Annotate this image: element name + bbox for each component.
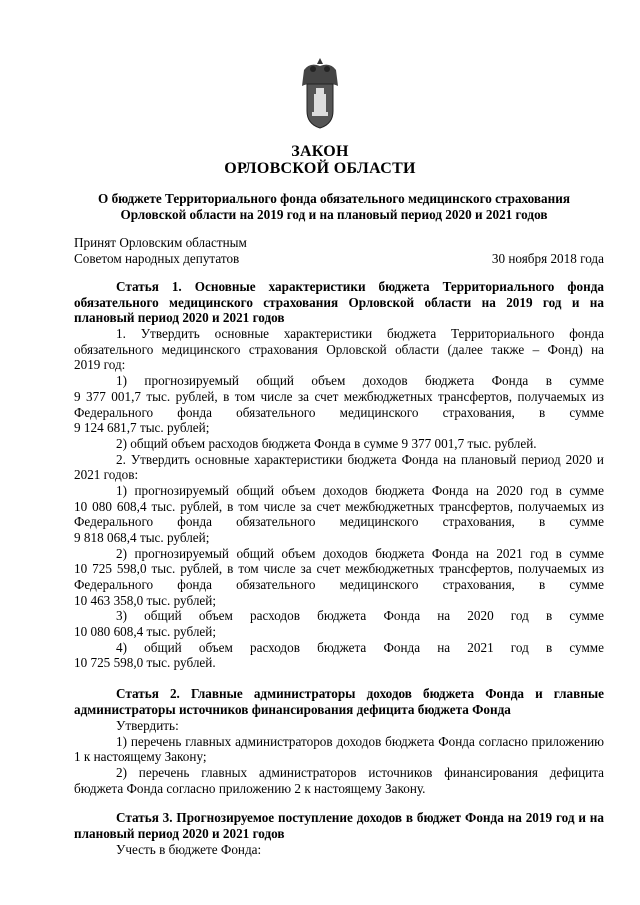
adoption-line-1: Принят Орловским областным — [74, 235, 247, 250]
paragraph-line: Федерального фонда обязательного медицинского страхования, в сумме — [74, 577, 604, 592]
region-title: ОРЛОВСКОЙ ОБЛАСТИ — [224, 160, 416, 177]
paragraph-line: обязательного медицинского страхования Орловской области (далее также – Фонд) на — [74, 342, 604, 357]
article-1-heading: Статья 1. Основные характеристики бюджета Территориального фонда — [116, 279, 604, 294]
article-3-heading: Статья 3. Прогнозируемое поступление доходов в бюджет Фонда на 2019 год и на — [116, 810, 604, 825]
article-1-heading: плановый период 2020 и 2021 годов — [74, 310, 285, 325]
paragraph-line: бюджета Фонда согласно приложению 2 к настоящему Закону. — [74, 781, 426, 796]
paragraph-line: 3) общий объем расходов бюджета Фонда на 2020 год в сумме — [116, 608, 604, 623]
law-subtitle: О бюджете Территориального фонда обязательного медицинского страхования Орловской области на 2019 год и на плановый период 2020 и 2021 годов — [98, 191, 570, 222]
paragraph-line: 2. Утвердить основные характеристики бюджета Фонда на плановый период 2020 и — [116, 452, 604, 467]
paragraph-line: 1) перечень главных администраторов доходов бюджета Фонда согласно приложению — [116, 734, 604, 749]
article-3-heading: плановый период 2020 и 2021 годов — [74, 826, 285, 841]
paragraph-line: 1) прогнозируемый общий объем доходов бюджета Фонда в сумме — [116, 373, 604, 388]
paragraph-line: 4) общий объем расходов бюджета Фонда на 2021 год в сумме — [116, 640, 604, 655]
paragraph-line: 9 377 001,7 тыс. рублей, в том числе за счет межбюджетных трансфертов, получаемых из — [74, 389, 604, 404]
paragraph-line: Федерального фонда обязательного медицинского страхования, в сумме — [74, 405, 604, 420]
law-title: ЗАКОН — [291, 143, 349, 160]
adoption-date: 30 ноября 2018 года — [491, 251, 604, 266]
coat-of-arms-emblem-icon — [300, 56, 340, 132]
paragraph-line: Федерального фонда обязательного медицинского страхования, в сумме — [74, 514, 604, 529]
paragraph-line: 10 725 598,0 тыс. рублей, в том числе за счет межбюджетных трансфертов, получаемых из — [74, 561, 604, 576]
paragraph-line: 9 124 681,7 тыс. рублей; — [74, 420, 210, 435]
article-2-heading: Статья 2. Главные администраторы доходов бюджета Фонда и главные — [116, 686, 604, 701]
paragraph-line: 2) общий объем расходов бюджета Фонда в сумме 9 377 001,7 тыс. рублей. — [116, 436, 537, 451]
paragraph-line: Учесть в бюджете Фонда: — [116, 842, 262, 857]
paragraph-line: 2) перечень главных администраторов источников финансирования дефицита — [116, 765, 604, 780]
paragraph-line: 2021 годов: — [74, 467, 139, 482]
paragraph-line: 1. Утвердить основные характеристики бюджета Территориального фонда — [116, 326, 604, 341]
paragraph-line: 10 080 608,4 тыс. рублей; — [74, 624, 216, 639]
paragraph-line: 2) прогнозируемый общий объем доходов бюджета Фонда на 2021 год в сумме — [116, 546, 604, 561]
paragraph-line: 10 725 598,0 тыс. рублей. — [74, 655, 216, 670]
adoption-line-2: Советом народных депутатов — [74, 251, 240, 266]
article-1-heading: обязательного медицинского страхования Орловской области на 2019 год и на — [74, 295, 604, 310]
article-2-heading: администраторы источников финансирования дефицита бюджета Фонда — [74, 702, 511, 717]
paragraph-line: 1 к настоящему Закону; — [74, 749, 207, 764]
paragraph-line: 10 463 358,0 тыс. рублей; — [74, 593, 216, 608]
paragraph-line: 9 818 068,4 тыс. рублей; — [74, 530, 210, 545]
paragraph-line: Утвердить: — [116, 718, 179, 733]
paragraph-line: 10 080 608,4 тыс. рублей, в том числе за счет межбюджетных трансфертов, получаемых из — [74, 499, 604, 514]
paragraph-line: 1) прогнозируемый общий объем доходов бюджета Фонда на 2020 год в сумме — [116, 483, 604, 498]
paragraph-line: 2019 год: — [74, 357, 126, 372]
